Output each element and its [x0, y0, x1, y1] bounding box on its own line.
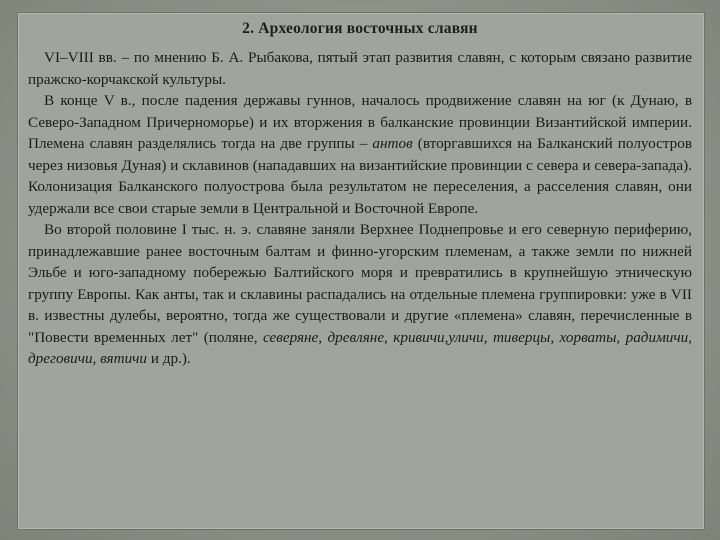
paragraph-2-italic-term: антов — [372, 135, 413, 152]
paragraph-1 — [28, 47, 692, 90]
paragraph-3-text-start: Во второй половине I тыс. н. э. славяне заняли Верхнее Поднепровье и его северную периферию, принадлежавшие ранее восточным балтам и финно-угорским племенам, а также земли по нижней Эльбе и юго-западному побережью Балтийского моря и превратились в крупнейшую этническую группу Европы. Как анты, так и склавины распадались на отдельные племена группировки: уже в VII в. известны дулебы, вероятно, тогда же существовали и другие «племена» славян, перечисленные в "Повести временных лет" (поляне, — [28, 221, 692, 346]
paragraph-3 — [28, 219, 692, 370]
paragraph-3-text-end: и др.). — [147, 350, 191, 367]
paragraph-2-text-end: (вторгавшихся на Балканский полуостров через низовья Дуная) и склавинов (нападавших на византийские провинции с севера и севера-запада). Колонизация Балканского полуострова была результатом не переселения, а расселения славян, они удержали все свои старые земли в Центральной и Восточной Европе. — [28, 135, 693, 217]
paragraph-3-italic-tribes: северяне, древляне, кривичи,уличи, тиверцы, хорваты, радимичи, дреговичи, вятичи — [28, 328, 692, 367]
paragraph-2-text-start: В конце V в., после падения державы гуннов, началось продвижение славян на юг (к Дунаю, в Северо-Западном Причерноморье) и их вторжения в балканские провинции Византийской империи. Племена славян разделялись тогда на две группы – — [28, 92, 692, 152]
slide-body — [28, 47, 692, 370]
slide-title-text: 2. Археология восточных славян — [242, 20, 478, 37]
paragraph-1-text: VI–VIII вв. – по мнению Б. А. Рыбакова, пятый этап развития славян, с которым связано развитие пражско-корчакской культуры. — [28, 49, 692, 88]
paragraph-2 — [28, 90, 692, 219]
slide-title — [0, 20, 720, 38]
